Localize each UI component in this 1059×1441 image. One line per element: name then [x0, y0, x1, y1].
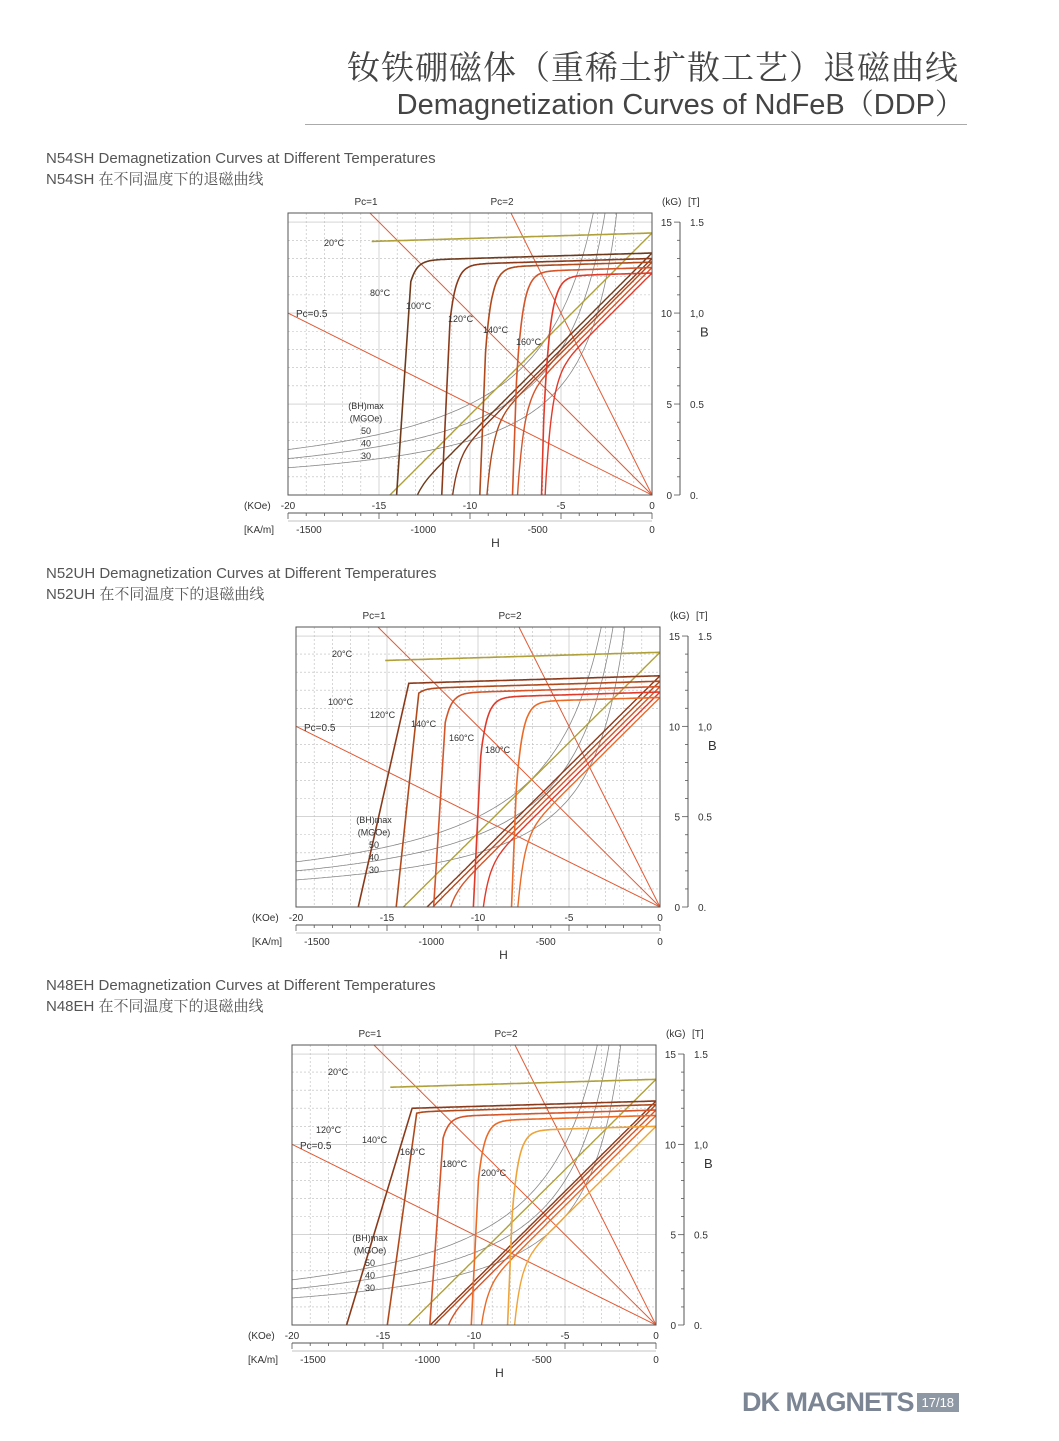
pc2-label: Pc=2 — [498, 611, 522, 622]
y-tick-t: 1.5 — [698, 632, 712, 644]
x-tick-koe: -5 — [556, 501, 566, 512]
y-tick-kg: 0 — [666, 491, 672, 502]
pc1-label: Pc=1 — [354, 197, 378, 208]
x-tick-koe: -10 — [462, 501, 478, 512]
x-unit-kam: [KA/m] — [248, 1355, 279, 1366]
x-tick-koe: -5 — [564, 913, 574, 924]
footer-brand — [742, 1386, 959, 1418]
series-label: 20°C — [328, 1067, 349, 1077]
series-label: 160°C — [400, 1147, 426, 1157]
y-tick-kg: 10 — [660, 309, 672, 321]
bhmax-label: (BH)max — [352, 1233, 388, 1243]
x-axis-label: H — [499, 948, 508, 962]
intrinsic-curve — [354, 676, 660, 925]
series-label: 160°C — [449, 733, 475, 743]
series-label: 120°C — [370, 710, 396, 720]
series-label: 20°C — [324, 238, 345, 248]
bhmax-label: 40 — [360, 438, 372, 449]
series-label: 140°C — [362, 1135, 388, 1145]
series-label: 100°C — [328, 697, 354, 707]
x-tick-kam: -1000 — [414, 1355, 441, 1366]
bhmax-curve — [292, 1025, 603, 1280]
intrinsic-curve — [385, 652, 660, 660]
series-label: 100°C — [406, 301, 432, 311]
x-axis-label: H — [495, 1366, 504, 1380]
y-axis-label: B — [708, 737, 717, 753]
series-label: 120°C — [316, 1125, 342, 1135]
x-tick-koe: 0 — [649, 501, 655, 512]
chart-3-title-cn: N48EH 在不同温度下的退磁曲线 — [46, 998, 264, 1015]
pc05-label: Pc=0.5 — [304, 723, 336, 734]
series-label: 80°C — [370, 288, 391, 298]
y-tick-kg: 15 — [660, 218, 672, 230]
x-tick-koe: -20 — [288, 913, 304, 924]
chart-3-title — [46, 975, 436, 1017]
intrinsic-curve — [470, 1116, 656, 1344]
x-tick-kam: 0 — [649, 525, 655, 536]
intrinsic-curve — [390, 1079, 656, 1087]
y-tick-t: 1.5 — [690, 218, 704, 230]
series-label: 200°C — [481, 1168, 507, 1178]
bhmax-label: (BH)max — [356, 815, 392, 825]
bhmax-label: (MGOe) — [357, 827, 391, 838]
bhmax-label: (BH)max — [348, 401, 384, 411]
x-tick-kam: -1500 — [296, 525, 322, 536]
y-unit-t: [T] — [692, 1029, 704, 1040]
bhmax-label: (MGOe) — [349, 413, 383, 424]
y-tick-t: 0.5 — [698, 812, 712, 824]
y-axis-label: B — [704, 1155, 713, 1171]
series-label: 140°C — [483, 325, 509, 335]
pc05-label: Pc=0.5 — [300, 1141, 332, 1152]
series-label: 180°C — [485, 745, 511, 755]
chart-3-title-en: N48EH Demagnetization Curves at Different Temperatures — [46, 977, 436, 994]
chart-1-title — [46, 148, 436, 190]
x-tick-koe: -10 — [466, 1331, 482, 1342]
x-tick-koe: -15 — [371, 501, 387, 512]
y-tick-kg: 5 — [666, 400, 672, 412]
y-tick-kg: 15 — [668, 632, 680, 644]
y-tick-t: 1,0 — [698, 722, 712, 734]
series-label: 20°C — [332, 649, 353, 659]
normal-curve — [409, 676, 660, 925]
x-tick-koe: -15 — [379, 913, 395, 924]
y-tick-kg: 10 — [664, 1140, 676, 1152]
chart-2-title-en: N52UH Demagnetization Curves at Different Temperatures — [46, 565, 437, 582]
y-unit-kg: (kG) — [666, 1029, 686, 1040]
y-tick-kg: 0 — [670, 1321, 676, 1332]
x-unit-koe: (KOe) — [252, 913, 279, 924]
x-tick-kam: -500 — [531, 1355, 552, 1366]
intrinsic-curve — [512, 268, 652, 514]
y-tick-kg: 5 — [670, 1230, 676, 1242]
y-tick-t: 1.5 — [694, 1050, 708, 1062]
y-tick-kg: 10 — [668, 722, 680, 734]
x-tick-kam: -1500 — [304, 937, 330, 948]
x-tick-koe: -20 — [280, 501, 296, 512]
header-divider — [305, 124, 967, 125]
x-tick-kam: -1000 — [410, 525, 437, 536]
x-tick-kam: -1000 — [418, 937, 445, 948]
normal-curve — [486, 262, 653, 514]
y-tick-t: 0.5 — [690, 400, 704, 412]
page-number: 17/18 — [917, 1393, 960, 1412]
normal-curve — [516, 268, 652, 515]
x-tick-kam: 0 — [653, 1355, 659, 1366]
chart-n48eh — [0, 1025, 760, 1385]
series-label: 160°C — [516, 337, 542, 347]
bhmax-label: (MGOe) — [353, 1245, 387, 1256]
bhmax-label: 50 — [368, 840, 380, 850]
pc1-label: Pc=1 — [358, 1029, 382, 1040]
x-tick-koe: -5 — [560, 1331, 570, 1342]
chart-1-title-en: N54SH Demagnetization Curves at Different Temperatures — [46, 150, 436, 167]
normal-curve — [512, 1126, 656, 1353]
bhmax-label: 30 — [368, 865, 380, 875]
x-tick-kam: -1500 — [300, 1355, 326, 1366]
x-tick-kam: -500 — [527, 525, 548, 536]
x-tick-koe: -15 — [375, 1331, 391, 1342]
chart-2-title — [46, 563, 436, 605]
intrinsic-curve — [470, 692, 661, 925]
chart-n54sh — [0, 195, 760, 555]
x-unit-koe: (KOe) — [244, 501, 271, 512]
y-tick-t: 1,0 — [694, 1140, 708, 1152]
bhmax-curve — [292, 1025, 614, 1289]
y-tick-kg: 5 — [674, 812, 680, 824]
x-tick-koe: -20 — [284, 1331, 300, 1342]
pc2-label: Pc=2 — [494, 1029, 518, 1040]
y-tick-t: 0.5 — [694, 1230, 708, 1242]
chart-1-title-cn: N54SH 在不同温度下的退磁曲线 — [46, 171, 264, 188]
normal-curve — [479, 1116, 657, 1350]
y-unit-kg: (kG) — [670, 611, 690, 622]
bhmax-label: 40 — [368, 852, 380, 863]
x-tick-kam: 0 — [657, 937, 663, 948]
series-label: 180°C — [442, 1159, 468, 1169]
y-tick-t: 1,0 — [690, 309, 704, 321]
bhmax-label: 50 — [364, 1258, 376, 1268]
page-title-cn: 钕铁硼磁体（重稀土扩散工艺）退磁曲线 — [347, 48, 959, 87]
x-tick-koe: -10 — [470, 913, 486, 924]
x-unit-kam: [KA/m] — [244, 525, 275, 536]
y-tick-t: 0. — [698, 903, 707, 914]
x-tick-koe: 0 — [657, 913, 663, 924]
y-unit-kg: (kG) — [662, 197, 682, 208]
pc05-label: Pc=0.5 — [296, 309, 328, 320]
y-unit-t: [T] — [688, 197, 700, 208]
y-unit-t: [T] — [696, 611, 708, 622]
x-unit-kam: [KA/m] — [252, 937, 283, 948]
bhmax-label: 30 — [364, 1283, 376, 1293]
bhmax-label: 40 — [364, 1270, 376, 1281]
x-unit-koe: (KOe) — [248, 1331, 275, 1342]
y-tick-t: 0. — [694, 1321, 703, 1332]
chart-n52uh — [0, 607, 760, 967]
bhmax-label: 50 — [360, 426, 372, 436]
chart-2-title-cn: N52UH 在不同温度下的退磁曲线 — [46, 586, 265, 603]
bhmax-label: 30 — [360, 451, 372, 461]
brand-logo: DK MAGNETS — [742, 1386, 914, 1417]
page-title-en: Demagnetization Curves of NdFeB（DDP） — [396, 89, 964, 121]
x-tick-koe: 0 — [653, 1331, 659, 1342]
y-tick-t: 0. — [690, 491, 699, 502]
y-tick-kg: 0 — [674, 903, 680, 914]
y-axis-label: B — [700, 324, 709, 340]
pc2-label: Pc=2 — [490, 197, 514, 208]
series-label: 140°C — [411, 719, 437, 729]
x-axis-label: H — [491, 536, 500, 550]
series-label: 120°C — [448, 314, 474, 324]
pc1-label: Pc=1 — [362, 611, 386, 622]
x-tick-kam: -500 — [535, 937, 556, 948]
y-tick-kg: 15 — [664, 1050, 676, 1062]
